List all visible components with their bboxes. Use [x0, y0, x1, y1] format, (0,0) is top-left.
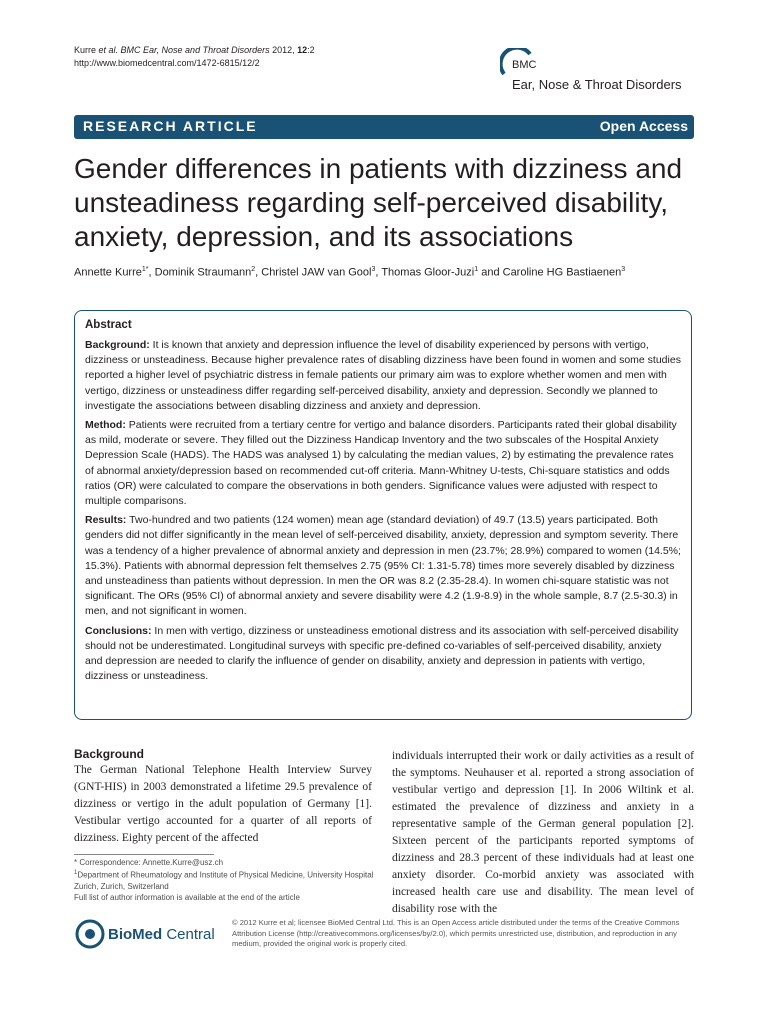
journal-logo: [496, 46, 706, 96]
author-name: Thomas Gloor-Juzi: [381, 266, 475, 279]
biomed-logo-text: [108, 926, 215, 943]
author-name: Christel JAW van Gool: [261, 266, 372, 279]
license-statement: © 2012 Kurre et al; licensee BioMed Central Ltd. This is an Open Access article distributed under the terms of the Creative Commons Attribution License (http://creativecommons.org/licenses/by/2.0), which permits unrestricted use, distribution, and reproduction in any medium, provided the original work is properly cited.: [232, 918, 680, 948]
author-affiliation: 3: [621, 266, 626, 273]
affiliation-note: [74, 868, 384, 892]
abstract-section-label: Method:: [85, 419, 126, 432]
citation-volume: 12: [297, 45, 308, 55]
abstract-section: [85, 624, 681, 685]
journal-logo-bmc: BMC: [512, 59, 537, 71]
article-title: Gender differences in patients with dizziness and unsteadiness regarding self-perceived disability, anxiety, depression, and its associations: [74, 153, 683, 252]
body-left-column: [74, 746, 372, 847]
citation-header: [74, 44, 315, 70]
open-access-label: Open Access: [599, 118, 688, 134]
biomed-central-logo: [74, 916, 224, 952]
correspondence-note: * Correspondence: Annette.Kurre@usz.ch: [74, 858, 224, 867]
citation-journal: BMC Ear, Nose and Throat Disorders: [118, 45, 270, 55]
footnotes: [74, 857, 384, 903]
body-paragraph: individuals interrupted their work or daily activities as a result of the symptoms. Neuhauser et al. reported a strong association of vestibular vertigo and depression [1]. In 2006 Wiltink et al. estimated the prevalence of dizziness and anxiety in a representative sample of the German general population [2]. Sixteen percent of the participants reported symptoms of dizziness and 28.3 percent of these individuals had at least one anxiety disorder. Co-morbid anxiety was associated with increased health care use and disability. The mean level of disability rose with the: [392, 750, 694, 915]
author-name: Annette Kurre: [74, 266, 142, 279]
abstract-section-text: Two-hundred and two patients (124 women) mean age (standard deviation) of 49.7 (13.5) years participated. Both genders did not differ significantly in the mean level of self-perceived disability, anxiety, depression and symptom severity. There was a tendency of a higher prevalence of abnormal anxiety and depression in men (23.7%; 28.9%) compared to women (14.5%; 15.3%). Patients with abnormal depression felt themselves 2.75 (95% CI: 1.31-5.78) times more severely disabled by dizziness and unsteadiness than patients without depression. In men the OR was 8.2 (2.35-28.4). In women chi-square statistic was not significant. The ORs (95% CI) of abnormal anxiety and severe disability were 4.2 (1.9-8.9) in the whole sample, 8.7 (2.5-30.3) in men, and not significant in women.: [85, 514, 681, 618]
citation-authors: Kurre: [74, 45, 99, 55]
biomed-logo-bold: BioMed: [108, 926, 163, 943]
abstract-section-text: In men with vertigo, dizziness or unsteadiness emotional distress and its association with self-perceived disability should not be underestimated. Longitudinal surveys with specific pre-defined co-variables of self-perceived disability, anxiety and depression are needed to clarify the influence of gender on disability, anxiety and depression in patients with vertigo, dizziness or unsteadiness.: [85, 624, 679, 683]
author-separator: ,: [148, 266, 155, 279]
article-type-label: RESEARCH ARTICLE: [83, 118, 258, 134]
author-list: [74, 266, 714, 279]
citation-year: 2012,: [269, 45, 298, 55]
abstract-section: [85, 338, 681, 414]
footnote-divider: [74, 854, 214, 855]
author-separator: ,: [375, 266, 382, 279]
article-type-band: [74, 115, 694, 139]
biomed-logo-icon: [74, 918, 106, 950]
author-separator: and: [478, 266, 503, 279]
author-name: Caroline HG Bastiaenen: [502, 266, 622, 279]
section-heading-background: Background: [74, 747, 145, 761]
affiliation-number: 1: [74, 870, 78, 876]
citation-issue: :2: [307, 45, 315, 55]
citation-etal: et al.: [98, 45, 119, 55]
abstract-section: [85, 513, 681, 619]
author-affiliation: 1: [474, 266, 479, 273]
affiliation-text: Department of Rheumatology and Institute of Physical Medicine, University Hospital Zurich, Zurich, Switzerland: [74, 870, 374, 891]
abstract-section-text: It is known that anxiety and depression influence the level of disability experienced by persons with vertigo, dizziness or unsteadiness. Because higher prevalence rates of disabling dizziness have been found in women and some studies reported a higher level of psychiatric distress in female patients our primary aim was to explore whether women and men with vertigo, dizziness or unsteadiness differ regarding self-perceived disability, anxiety and depression. Secondly we planned to investigate the associations between disabling dizziness and anxiety and depression.: [85, 339, 681, 412]
body-paragraph: The German National Telephone Health Interview Survey (GNT-HIS) in 2003 demonstrated a lifetime 29.5 prevalence of dizziness or vertigo in the adult population of Germany [1]. Vestibular vertigo accounted for a quarter of all reports of dizziness. Eighty percent of the affected: [74, 764, 372, 844]
biomed-logo-regular: Central: [162, 926, 215, 943]
author-name: Dominik Straumann: [154, 266, 252, 279]
author-separator: ,: [255, 266, 262, 279]
abstract-section-label: Conclusions:: [85, 624, 152, 637]
body-right-column: [392, 748, 694, 918]
abstract-section-label: Background:: [85, 339, 150, 351]
author-affiliation: 2: [251, 266, 256, 273]
journal-logo-name: Ear, Nose & Throat Disorders: [512, 77, 682, 92]
citation-line: [74, 44, 315, 57]
author-affiliation: 1*: [141, 266, 149, 273]
citation-url[interactable]: http://www.biomedcentral.com/1472-6815/12/2: [74, 58, 260, 68]
abstract-section-label: Results:: [85, 514, 127, 527]
full-list-note: Full list of author information is available at the end of the article: [74, 892, 300, 902]
abstract-box: [74, 310, 692, 720]
author-affiliation: 3: [371, 266, 376, 273]
abstract-heading: Abstract: [85, 319, 132, 331]
abstract-section-text: Patients were recruited from a tertiary centre for vertigo and balance disorders. Participants rated their global disability as mild, moderate or severe. They filled out the Dizziness Handicap Inventory and the two subscales of the Hospital Anxiety Depression Scale (HADS). The HADS was analysed 1) by calculating the median values, 2) by estimating the prevalence rates of abnormal anxiety/depression based on recommended cut-off criteria. Mann-Whitney U-tests, Chi-square statistics and odds ratios (OR) were calculated to compare the observations in both genders. Significance values were adjusted with respect to multiple comparisons.: [85, 419, 677, 508]
abstract-section: [85, 418, 681, 509]
